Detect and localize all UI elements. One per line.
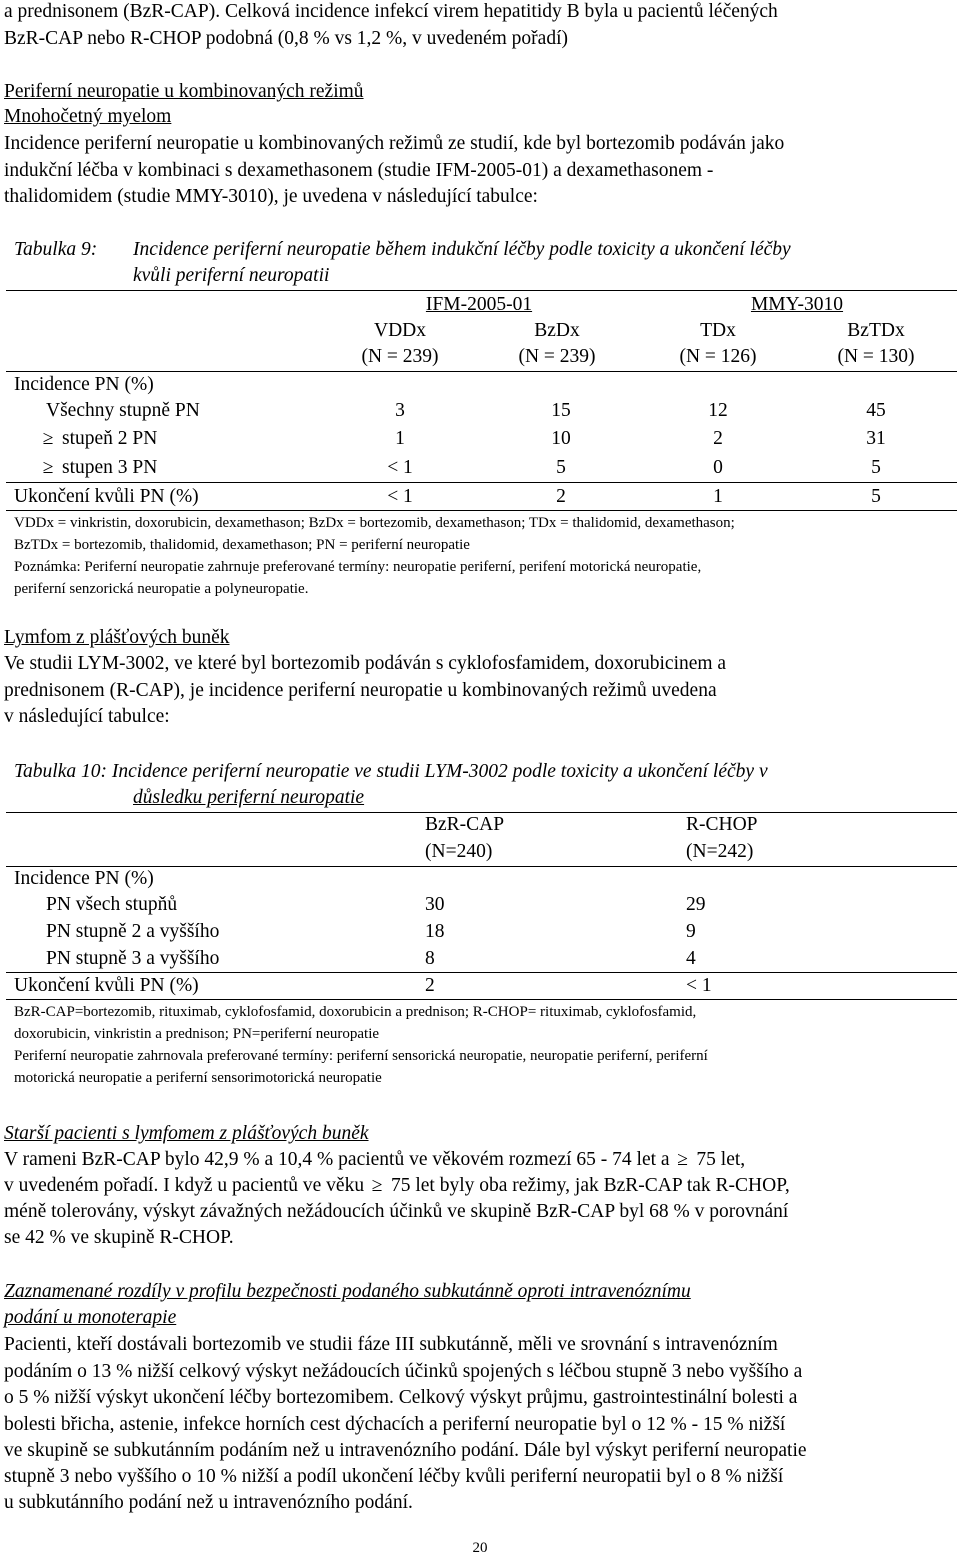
column-n: (N = 239) — [361, 346, 439, 367]
paragraph-line: prednisonem (R-CAP), je incidence periferní neuropatie u kombinovaných režimů uvedena — [4, 680, 717, 701]
column-header: TDx — [700, 320, 736, 341]
table-cell: 9 — [686, 921, 696, 942]
table-cell: < 1 — [387, 486, 413, 507]
column-n: (N=240) — [425, 841, 493, 862]
column-n: (N = 239) — [518, 346, 596, 367]
column-header: R-CHOP — [686, 814, 758, 835]
paragraph-line: Pacienti, kteří dostávali bortezomib ve studii fáze III subkutánně, měli ve srovnání s intravenózním — [4, 1334, 778, 1355]
column-header: BzR-CAP — [425, 814, 505, 835]
paragraph-line: o 5 % nižší výskyt ukončení léčby bortezomibem. Celkový výskyt průjmu, gastrointestinální bolesti a — [4, 1387, 798, 1408]
section-heading: Starší pacienti s lymfomem z plášťových buněk — [4, 1123, 369, 1144]
row-group-label: Incidence PN (%) — [14, 374, 154, 395]
table-cell: 3 — [395, 400, 405, 421]
table-cell: 31 — [866, 428, 886, 449]
paragraph-line: stupně 3 nebo vyššího o 10 % nižší a podíl ukončení léčby kvůli periferní neuropatii byl o 8 % nižší — [4, 1466, 784, 1487]
table-caption: kvůli periferní neuropatii — [133, 265, 330, 286]
table-note: doxorubicin, vinkristin a prednison; PN=periferní neuropatie — [14, 1026, 380, 1042]
table-note: periferní senzorická neuropatie a polyneuropatie. — [14, 581, 309, 597]
table-cell: 29 — [686, 894, 706, 915]
column-header: BzTDx — [847, 320, 905, 341]
table-cell: 0 — [713, 457, 723, 478]
table-rule — [6, 510, 957, 511]
table-rule — [6, 482, 957, 483]
paragraph-line: v následující tabulce: — [4, 706, 170, 727]
paragraph-line: méně tolerovány, výskyt závažných nežádoucích účinků ve skupině BzR-CAP byl 68 % v porovnání — [4, 1201, 789, 1222]
table-cell: 18 — [425, 921, 445, 942]
table-label: Tabulka 9: — [14, 239, 98, 260]
intro-line: BzR-CAP nebo R-CHOP podobná (0,8 % vs 1,2 %, v uvedeném pořadí) — [4, 28, 568, 49]
geq-icon: ≥ — [677, 1149, 688, 1170]
page-number: 20 — [472, 1540, 488, 1556]
table-rule — [6, 999, 957, 1000]
table-note: BzR-CAP=bortezomib, rituximab, cyklofosfamid, doxorubicin a prednison; R-CHOP= rituximab, cyklofosfamid, — [14, 1004, 697, 1020]
paragraph-line: v uvedeném pořadí. I když u pacientů ve věku ≥ 75 let byly oba režimy, jak BzR-CAP tak R-CHOP, — [4, 1173, 790, 1199]
column-header: VDDx — [374, 320, 426, 341]
table-rule — [6, 290, 957, 291]
row-label: PN stupně 3 a vyššího — [46, 948, 220, 969]
row-label: Ukončení kvůli PN (%) — [14, 975, 199, 996]
table-caption: Tabulka 10: Incidence periferní neuropatie ve studii LYM-3002 podle toxicity a ukončení léčby v — [14, 761, 768, 782]
table-note: VDDx = vinkristin, doxorubicin, dexamethason; BzDx = bortezomib, dexamethason; TDx = thalidomid, dexamethason; — [14, 515, 735, 531]
table-cell: 1 — [713, 486, 723, 507]
column-n: (N=242) — [686, 841, 754, 862]
table-cell: 2 — [425, 975, 435, 996]
table-note: Periferní neuropatie zahrnovala preferované termíny: periferní sensorická neuropatie, neuropatie periferní, periferní — [14, 1048, 708, 1064]
section-subheading: Mnohočetný myelom — [4, 106, 172, 127]
table-cell: 5 — [871, 457, 881, 478]
table-cell: 5 — [556, 457, 566, 478]
row-label: ≥ stupeň 2 PN — [40, 426, 157, 452]
table-note: Poznámka: Periferní neuropatie zahrnuje preferované termíny: neuropatie periferní, perifení motorická neuropatie, — [14, 559, 702, 575]
table-cell: 4 — [686, 948, 696, 969]
geq-icon: ≥ — [42, 428, 54, 449]
column-header: BzDx — [534, 320, 580, 341]
paragraph-line: Incidence periferní neuropatie u kombinovaných režimů ze studií, kde byl bortezomib podáván jako — [4, 133, 785, 154]
column-n: (N = 130) — [837, 346, 915, 367]
paragraph-line: indukční léčba v kombinaci s dexamethasonem (studie IFM-2005-01) a dexamethasonem - — [4, 160, 714, 181]
table-cell: 8 — [425, 948, 435, 969]
table-cell: 45 — [866, 400, 886, 421]
row-label: PN všech stupňů — [46, 894, 178, 915]
table-note: BzTDx = bortezomib, thalidomid, dexamethason; PN = periferní neuropatie — [14, 537, 470, 553]
section-heading: Periferní neuropatie u kombinovaných režimů — [4, 81, 364, 102]
paragraph-line: ve skupině se subkutánním podáním než u intravenózního podání. Dále byl výskyt periferní neuropatie — [4, 1440, 807, 1461]
table-cell: < 1 — [387, 457, 413, 478]
geq-icon: ≥ — [42, 457, 54, 478]
row-group-label: Incidence PN (%) — [14, 868, 154, 889]
row-label: ≥ stupen 3 PN — [40, 455, 157, 481]
paragraph-line: u subkutánního podání než u intravenózního podání. — [4, 1492, 413, 1513]
column-group-header: MMY-3010 — [750, 294, 844, 315]
table-cell: 2 — [713, 428, 723, 449]
paragraph-line: V rameni BzR-CAP bylo 42,9 % a 10,4 % pacientů ve věkovém rozmezí 65 - 74 let a ≥ 75 let, — [4, 1147, 745, 1173]
paragraph-line: thalidomidem (studie MMY-3010), je uvedena v následující tabulce: — [4, 186, 538, 207]
section-heading: podání u monoterapie — [4, 1307, 177, 1328]
table-cell: 1 — [395, 428, 405, 449]
paragraph-line: bolesti břicha, astenie, infekce horních cest dýchacích a periferní neuropatie byl o 12 % - 15 % nižší — [4, 1414, 786, 1435]
table-caption: důsledku periferní neuropatie — [133, 787, 365, 808]
table-caption: Incidence periferní neuropatie během indukční léčby podle toxicity a ukončení léčby — [133, 239, 791, 260]
table-cell: 2 — [556, 486, 566, 507]
table-cell: 12 — [708, 400, 728, 421]
section-heading: Lymfom z plášťových buněk — [4, 627, 230, 648]
table-cell: 30 — [425, 894, 445, 915]
column-n: (N = 126) — [679, 346, 757, 367]
table-cell: < 1 — [686, 975, 712, 996]
row-label: PN stupně 2 a vyššího — [46, 921, 220, 942]
table-note: motorická neuropatie a periferní sensorimotorická neuropatie — [14, 1070, 382, 1086]
row-label: Všechny stupně PN — [46, 400, 200, 421]
row-label: Ukončení kvůli PN (%) — [14, 486, 199, 507]
section-heading: Zaznamenané rozdíly v profilu bezpečnosti podaného subkutánně oproti intravenóznímu — [4, 1281, 691, 1302]
column-group-header: IFM-2005-01 — [425, 294, 533, 315]
table-cell: 5 — [871, 486, 881, 507]
table-cell: 10 — [551, 428, 571, 449]
geq-icon: ≥ — [371, 1175, 383, 1196]
paragraph-line: se 42 % ve skupině R-CHOP. — [4, 1227, 234, 1248]
table-cell: 15 — [551, 400, 571, 421]
intro-line: a prednisonem (BzR-CAP). Celková incidence infekcí virem hepatitidy B byla u pacientů léčených — [4, 1, 778, 22]
paragraph-line: podáním o 13 % nižší celkový výskyt nežádoucích účinků spojených s léčbou stupně 3 nebo vyššího a — [4, 1361, 803, 1382]
paragraph-line: Ve studii LYM-3002, ve které byl bortezomib podáván s cyklofosfamidem, doxorubicinem a — [4, 653, 727, 674]
